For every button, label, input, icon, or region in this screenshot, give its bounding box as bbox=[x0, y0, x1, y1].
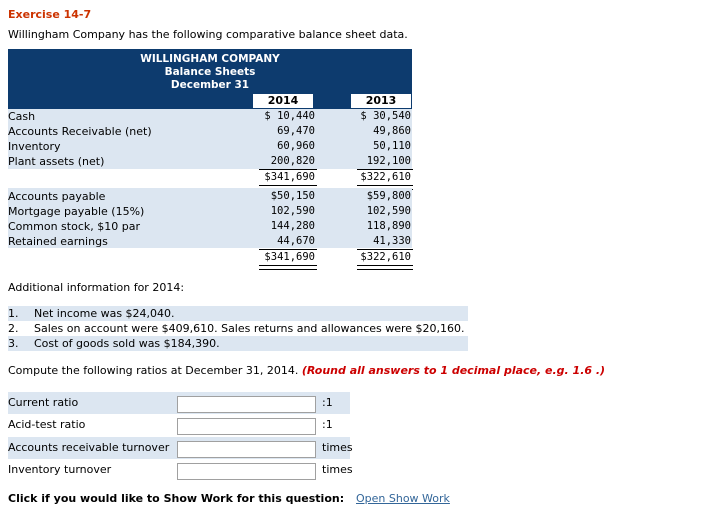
liability-value-2013: 118,890 bbox=[366, 220, 411, 232]
show-work-prompt: Click if you would like to Show Work for this question: bbox=[8, 492, 345, 505]
statement-name: Balance Sheets bbox=[164, 66, 256, 78]
asset-value-2013: $ 30,540 bbox=[360, 110, 411, 122]
asset-value-2014: 60,960 bbox=[277, 140, 315, 152]
item-text: Net income was $24,040. bbox=[34, 307, 175, 320]
item-text: Sales on account were $409,610. Sales returns and allowances were $20,160. bbox=[34, 322, 465, 335]
liability-value-2014: 144,280 bbox=[270, 220, 315, 232]
item-number: 1. bbox=[8, 307, 19, 320]
ratio-unit: times bbox=[322, 441, 353, 454]
exercise-title: Exercise 14-7 bbox=[8, 8, 92, 21]
asset-label: Cash bbox=[8, 110, 36, 123]
additional-info-item bbox=[8, 306, 468, 321]
liability-value-2014: 102,590 bbox=[270, 205, 315, 217]
ratio-unit: :1 bbox=[322, 396, 333, 409]
asset-value-2014: 200,820 bbox=[270, 155, 315, 167]
ratio-unit: :1 bbox=[322, 418, 333, 431]
open-show-work-link[interactable]: Open Show Work bbox=[356, 492, 450, 505]
liabilities-total-2014: $341,690 bbox=[264, 251, 315, 263]
inventory-turnover-input[interactable] bbox=[177, 463, 316, 480]
rounding-note: (Round all answers to 1 decimal place, e.g. 1.6 .) bbox=[301, 364, 606, 377]
liability-label: Accounts payable bbox=[8, 190, 106, 203]
ratio-label-acid-test: Acid-test ratio bbox=[8, 418, 86, 431]
instructions-text: Compute the following ratios at December 31, 2014. bbox=[8, 364, 299, 377]
current-ratio-input[interactable] bbox=[177, 396, 316, 413]
ar-turnover-input[interactable] bbox=[177, 441, 316, 458]
year-2014-header: 2014 bbox=[253, 94, 313, 108]
asset-label: Inventory bbox=[8, 140, 61, 153]
ratio-label-inventory-turnover: Inventory turnover bbox=[8, 463, 112, 476]
asset-value-2013: 49,860 bbox=[373, 125, 411, 137]
asset-label: Accounts Receivable (net) bbox=[8, 125, 152, 138]
asset-value-2013: 50,110 bbox=[373, 140, 411, 152]
liability-value-2014: $50,150 bbox=[270, 190, 315, 202]
additional-info-heading: Additional information for 2014: bbox=[8, 281, 185, 294]
compute-instructions bbox=[8, 364, 605, 377]
item-number: 3. bbox=[8, 337, 19, 350]
additional-info-item bbox=[8, 336, 468, 351]
double-rule bbox=[259, 265, 317, 270]
item-text: Cost of goods sold was $184,390. bbox=[34, 337, 220, 350]
asset-value-2014: 69,470 bbox=[277, 125, 315, 137]
item-number: 2. bbox=[8, 322, 19, 335]
liability-value-2013: $59,800 bbox=[366, 190, 411, 202]
ratio-label-current: Current ratio bbox=[8, 396, 79, 409]
statement-date: December 31 bbox=[170, 79, 250, 91]
liabilities-total-2013: $322,610 bbox=[360, 251, 411, 263]
liability-label: Mortgage payable (15%) bbox=[8, 205, 145, 218]
liability-value-2013: 41,330 bbox=[373, 235, 411, 247]
ratio-unit: times bbox=[322, 463, 353, 476]
liability-label: Common stock, $10 par bbox=[8, 220, 140, 233]
assets-total-2013: $322,610 bbox=[360, 171, 411, 183]
additional-info-item bbox=[8, 321, 468, 336]
asset-value-2014: $ 10,440 bbox=[264, 110, 315, 122]
asset-label: Plant assets (net) bbox=[8, 155, 105, 168]
acid-test-ratio-input[interactable] bbox=[177, 418, 316, 435]
asset-value-2013: 192,100 bbox=[366, 155, 411, 167]
exercise-intro: Willingham Company has the following comparative balance sheet data. bbox=[8, 28, 408, 41]
ratio-label-ar-turnover: Accounts receivable turnover bbox=[8, 441, 170, 454]
company-name: WILLINGHAM COMPANY bbox=[140, 53, 280, 65]
liability-label: Retained earnings bbox=[8, 235, 108, 248]
liability-value-2013: 102,590 bbox=[366, 205, 411, 217]
assets-total-2014: $341,690 bbox=[264, 171, 315, 183]
liability-value-2014: 44,670 bbox=[277, 235, 315, 247]
double-rule bbox=[357, 265, 413, 270]
year-2013-header: 2013 bbox=[351, 94, 411, 108]
